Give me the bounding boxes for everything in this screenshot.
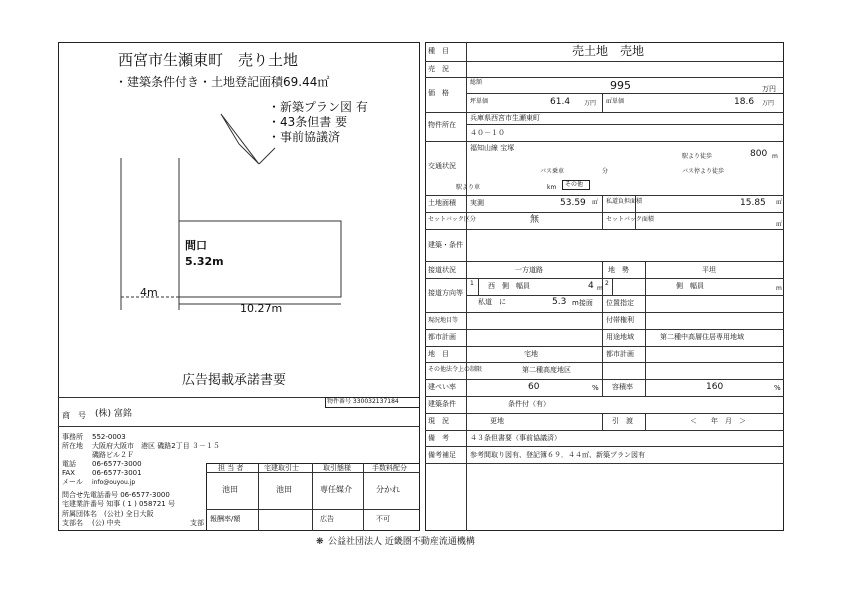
contact-length: 5.3	[552, 297, 567, 307]
transit-label: 交通状況	[428, 162, 456, 170]
mail-address[interactable]: info@ouyou.jp	[92, 479, 136, 486]
branch-name: (公) 中央	[92, 519, 121, 527]
tel-label: 電話	[62, 460, 76, 468]
agent-table-col1	[258, 463, 259, 531]
status-label: 売 況	[428, 65, 449, 73]
condition-line: ・建築条件付き・土地登記面積69.44㎡	[115, 75, 330, 89]
row-line	[425, 413, 784, 414]
build-condition-value: 条件付（有）	[508, 400, 550, 408]
current-status-label: 現 況	[428, 417, 449, 425]
dir2-number: 2	[605, 280, 609, 287]
row-line	[425, 261, 784, 262]
agent-person-value: 池田	[222, 485, 238, 494]
address-line2: 磯路ビル２Ｆ	[92, 451, 134, 459]
frontage-label: 間口	[185, 239, 207, 252]
row-line	[466, 93, 784, 94]
trade-divider	[58, 426, 420, 427]
dir1-width: 4	[588, 281, 594, 291]
col-line	[602, 413, 603, 430]
location-line2: ４０－１０	[470, 129, 505, 137]
rights-label: 付帯権利	[606, 316, 634, 324]
row-line	[425, 329, 784, 330]
bus-unit: 分	[602, 168, 609, 175]
col-line	[645, 261, 646, 379]
type-value: 売土地 売地	[572, 44, 645, 58]
dir1-value: 西 側 幅員	[488, 282, 530, 290]
tel-number: 06-6577-3000	[92, 460, 142, 468]
area-label: 土地面積	[428, 199, 456, 207]
frontage-value: 5.32m	[185, 255, 224, 268]
sqm-unit: 万円	[762, 100, 775, 107]
other-limits-label: その他法令上の制限	[428, 366, 483, 373]
col-line	[645, 413, 646, 430]
private-road-contact: 私道 に	[478, 298, 506, 306]
inquiry-phone: 問合せ先電話番号 06-6577-3000	[62, 491, 170, 499]
agent-table-row2	[206, 509, 420, 510]
ad-value: 不可	[376, 515, 390, 523]
office-label: 事務所	[62, 433, 83, 441]
row-line	[425, 396, 784, 397]
remarks-supplement-label: 備考補足	[428, 451, 456, 459]
fax-label: FAX	[62, 469, 75, 477]
bus-label: バス乗車	[540, 168, 565, 175]
postal-code: 552-0003	[92, 433, 126, 441]
location-line1: 兵庫県西宮市生瀬東町	[470, 114, 540, 122]
land-category-value: 宅地	[524, 350, 538, 358]
row-line	[425, 346, 784, 347]
other-limits-value: 第二種高度地区	[522, 366, 571, 374]
address-line1: 大阪府大阪市 港区 磯路2丁目 ３－１５	[92, 442, 220, 450]
address-label: 所在地	[62, 442, 83, 450]
agent-table-col3	[363, 463, 364, 531]
current-use-label: 現況地目等	[428, 317, 459, 324]
setback-area-unit: ㎡	[776, 221, 783, 228]
mail-label: メール	[62, 478, 83, 486]
row-line	[425, 379, 784, 380]
area-value: 53.59	[560, 198, 586, 208]
setback-label: セットバック区分	[428, 216, 476, 223]
road-direction-label: 接道方向等	[428, 289, 463, 297]
row-line	[425, 61, 784, 62]
dir2-value: 側 幅員	[676, 282, 704, 290]
fax-number: 06-6577-3001	[92, 469, 142, 477]
type-label: 種 目	[428, 47, 449, 55]
row-line	[425, 229, 784, 230]
dir2-unit: m	[776, 285, 782, 292]
trade-name: (株) 富銘	[95, 409, 132, 419]
area-sub: 実測	[470, 199, 484, 207]
row-line	[425, 77, 784, 78]
branch-suffix: 支部	[190, 519, 204, 527]
article43-note: ・43条但書 要	[268, 115, 348, 129]
dir1-unit: m	[597, 285, 603, 292]
zone-value: 第二種中高層住居専用地域	[660, 333, 744, 341]
building-condition-label: 建築・条件	[428, 241, 463, 249]
row-line	[425, 362, 784, 363]
coverage-unit: %	[592, 384, 599, 392]
license-number: 宅建業許番号 知事 ( 1 ) 058721 号	[62, 500, 175, 508]
col-line	[602, 379, 603, 396]
tsubo-value: 61.4	[550, 97, 571, 107]
coverage-label: 建ぺい率	[428, 383, 456, 391]
agent-mode-value: 専任媒介	[320, 485, 352, 494]
road-value: 一方道路	[515, 266, 543, 274]
walk-unit: m	[772, 153, 778, 160]
zone-label: 用途地域	[606, 333, 634, 341]
row-line	[425, 195, 784, 196]
agent-deal-value: 池田	[276, 485, 292, 494]
ad-label: 広告	[320, 515, 334, 523]
terrain-label: 地 勢	[608, 266, 629, 274]
row-line	[425, 212, 784, 213]
row-line	[425, 112, 784, 113]
footer-association: 公益社団法人 近畿圏不動産流通機構	[328, 537, 475, 547]
agent-deal-header: 宅建取引士	[264, 464, 299, 472]
station-car-label: 駅より車	[456, 184, 481, 191]
coverage-value: 60	[528, 382, 540, 392]
fee-rate-label: 報酬率/額	[210, 515, 241, 523]
sqm-label: ㎡単価	[606, 98, 625, 105]
walk-value: 800	[750, 149, 768, 159]
col-line	[612, 278, 613, 295]
far-label: 容積率	[612, 383, 633, 391]
road-label: 接道状況	[428, 266, 456, 274]
setback-area-label: セットバック面積	[606, 216, 654, 223]
depth-label: 10.27m	[240, 302, 283, 315]
plan-note: ・新築プラン図 有	[268, 100, 368, 114]
price-label: 価 格	[428, 89, 449, 97]
transit-line: 福知山線 宝塚	[470, 144, 515, 152]
price-value: 995	[610, 79, 631, 92]
price-unit: 万円	[762, 85, 776, 93]
contact-unit: m接面	[572, 299, 593, 307]
agent-person-header: 担 当 者	[218, 464, 244, 472]
row-line	[425, 463, 784, 464]
col-line	[645, 379, 646, 396]
agent-table-row1	[206, 472, 420, 473]
remarks-supplement-value: 参考間取り図有、登記簿６９．４４㎡、新築プラン図有	[470, 451, 645, 459]
agent-mode-header: 取引態様	[323, 464, 351, 472]
col-line	[602, 93, 603, 112]
build-condition-label: 建築条件	[428, 400, 456, 408]
row-line	[425, 430, 784, 431]
remarks-label: 備 考	[428, 434, 449, 442]
trade-label: 商 号	[62, 411, 86, 420]
site-map	[58, 42, 420, 397]
assoc-label: 所属団体名	[62, 510, 97, 518]
agent-table-col2	[312, 463, 313, 531]
tsubo-label: 坪単価	[470, 98, 489, 105]
col-line	[602, 195, 603, 229]
tsubo-unit: 万円	[584, 100, 597, 107]
setback-value: 無	[530, 215, 540, 225]
remarks-value: ４３条但書要（事前協議済）	[470, 434, 561, 442]
bus-walk-label: バス停より徒歩	[682, 168, 725, 175]
urban-plan-label: 都市計画	[606, 350, 634, 358]
walk-label: 駅より徒歩	[682, 153, 713, 160]
area-unit: ㎡	[592, 199, 599, 206]
road-width-label: 4m	[140, 286, 158, 299]
row-line	[466, 124, 784, 125]
far-value: 160	[706, 382, 724, 392]
col-line	[602, 261, 603, 379]
far-unit: %	[774, 384, 781, 392]
land-category-label: 地 目	[428, 350, 449, 358]
terrain-value: 平坦	[702, 266, 716, 274]
agent-fee-header: 手数料配分	[372, 464, 407, 472]
private-road-unit: ㎡	[776, 199, 783, 206]
other-label: その他	[565, 181, 584, 188]
assoc-name: (公社) 全日大阪	[104, 510, 154, 518]
ad-consent-note: 広告掲載承諾書要	[182, 373, 287, 388]
city-plan-label: 都市計画	[428, 333, 456, 341]
row-line	[425, 312, 784, 313]
current-status-value: 更地	[490, 417, 504, 425]
right-label-column	[466, 42, 467, 531]
agent-fee-value: 分かれ	[376, 485, 400, 494]
private-road-label: 私道負担面積	[606, 198, 643, 205]
sqm-value: 18.6	[734, 97, 755, 107]
property-number: 物件番号 330032137184	[327, 398, 399, 405]
association-logo-icon: ❋	[316, 537, 324, 547]
private-road-value: 15.85	[740, 198, 766, 208]
listing-title: 西宮市生瀬東町 売り土地	[118, 51, 299, 69]
row-line	[425, 141, 784, 142]
consultation-note: ・事前協議済	[268, 130, 341, 144]
north-arrow-icon	[221, 114, 259, 164]
location-label: 物件所在	[428, 121, 456, 129]
handover-label: 引 渡	[612, 417, 633, 425]
row-line	[425, 446, 784, 447]
dir1-number: 1	[470, 280, 474, 287]
col-line	[478, 278, 479, 295]
branch-label: 支部名	[62, 519, 83, 527]
price-sub-label: 総額	[470, 79, 483, 86]
location-designation-label: 位置指定	[606, 299, 634, 307]
handover-value: ＜ 年 月 ＞	[690, 417, 746, 425]
row-line	[466, 295, 784, 296]
km-unit: km	[547, 184, 557, 191]
